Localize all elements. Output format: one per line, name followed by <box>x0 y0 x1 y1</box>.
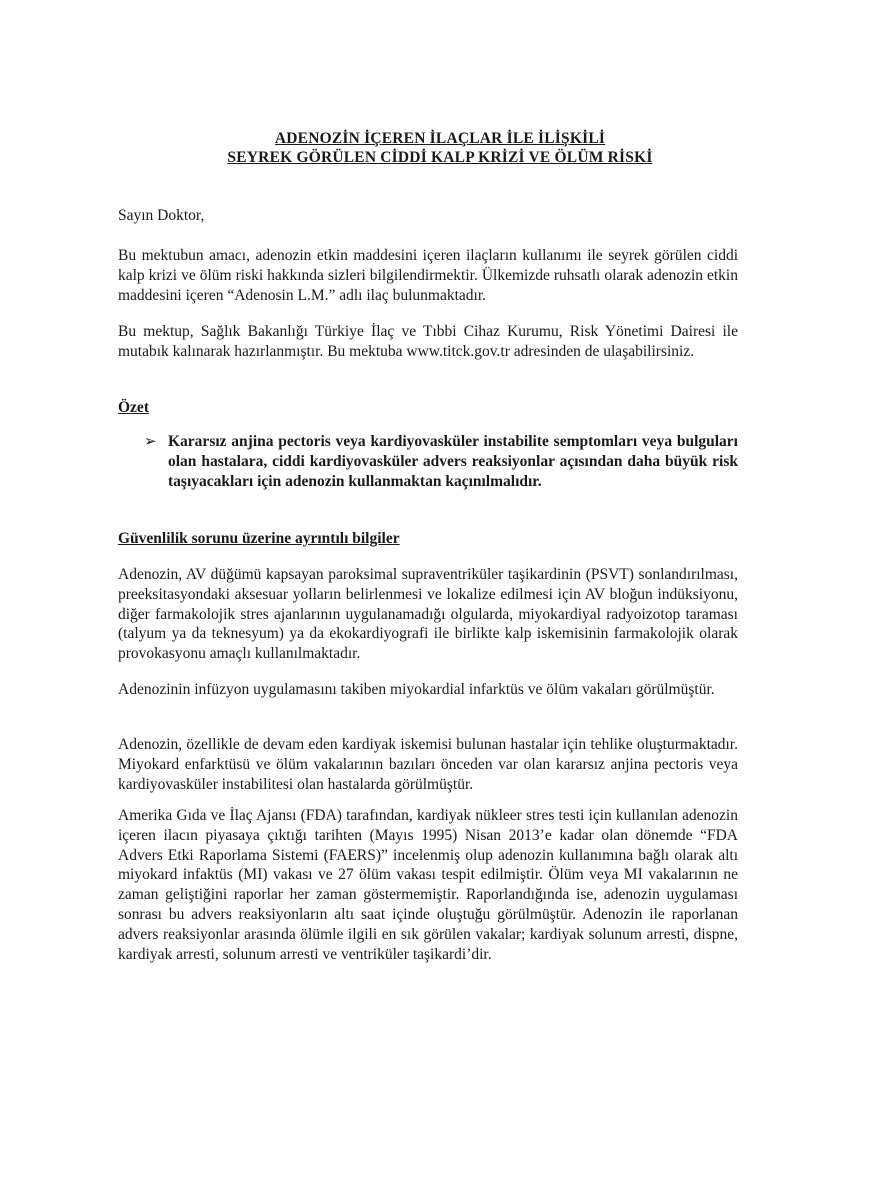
document-title-line-1: ADENOZİN İÇEREN İLAÇLAR İLE İLİŞKİLİ <box>274 130 606 147</box>
document-title-line-2: SEYREK GÖRÜLEN CİDDİ KALP KRİZİ VE ÖLÜM RİSKİ <box>227 149 653 166</box>
greeting: Sayın Doktor, <box>118 207 205 224</box>
details-heading: Güvenlilik sorunu üzerine ayrıntılı bilgiler <box>118 530 400 547</box>
details-paragraph: Adenozinin infüzyon uygulamasını takiben miyokardial infarktüs ve ölüm vakaları görülmüştür. <box>118 681 715 698</box>
summary-heading: Özet <box>118 399 149 416</box>
agreement-paragraph: Bu mektup, Sağlık Bakanlığı Türkiye İlaç ve Tıbbi Cihaz Kurumu, Risk Yönetimi Dairesi ile mutabık kalınarak hazırlanmıştır. Bu mektuba www.titck.gov.tr adresinden de ulaşabilirsiniz. <box>118 323 738 360</box>
details-paragraph: Amerika Gıda ve İlaç Ajansı (FDA) tarafından, kardiyak nükleer stres testi için kullanılan adenozin içeren ilacın piyasaya çıktığı tarihten (Mayıs 1995) Nisan 2013’e kadar olan dönemde “FDA Advers Etki Raporlama Sistemi (FAERS)” incelenmiş olup adenozin kullanımına bağlı olarak altı miyokard infaktüs (MI) vakası ve 27 ölüm vakası tespit edilmiştir. Ölüm veya MI vakalarının ne zaman geliştiğini raporlar her zaman göstermemiştir. Raporlandığında ise, adenozin uygulaması sonrası bu advers reaksiyonların altı saat içinde oluştuğu görülmüştür. Adenozin ile raporlanan advers reaksiyonlar arasında ölümle ilgili en sık görülen vakalar; kardiyak solunum arresti, dispne, kardiyak arresti, solunum arresti ve ventriküler taşikardi’dir. <box>118 807 738 963</box>
details-paragraph: Adenozin, AV düğümü kapsayan paroksimal supraventriküler taşikardinin (PSVT) sonlandırılması, preeksitasyondaki aksesuar yolların belirlenmesi ve lokalize edilmesi için AV bloğun indüksiyonu, diğer farmakolojik stres ajanlarının uygulanamadığı olgularda, miyokardiyal radyoizotop taraması (talyum ya da teknesyum) ya da ekokardiyografi ile birlikte kalp iskemisinin farmakolojik olarak provokasyonu amaçlı kullanılmaktadır. <box>118 566 738 663</box>
summary-bullet-text: Kararsız anjina pectoris veya kardiyovasküler instabilite semptomları veya bulguları olan hastalara, ciddi kardiyovasküler advers reaksiyonlar açısından daha büyük risk taşıyacakları için adenozin kullanmaktan kaçınılmalıdır. <box>168 433 738 490</box>
details-paragraph: Adenozin, özellikle de devam eden kardiyak iskemisi bulunan hastalar için tehlike oluşturmaktadır. Miyokard enfarktüsü ve ölüm vakalarının bazıları önceden var olan kararsız anjina pectoris veya kardiyovasküler instabilitesi olan hastalarda görülmüştür. <box>118 736 738 793</box>
intro-paragraph: Bu mektubun amacı, adenozin etkin maddesini içeren ilaçların kullanımı ile seyrek görülen ciddi kalp krizi ve ölüm riski hakkında sizleri bilgilendirmektir. Ülkemizde ruhsatlı olarak adenozin etkin maddesini içeren “Adenosin L.M.” adlı ilaç bulunmaktadır. <box>118 247 738 304</box>
arrow-bullet-icon: ➢ <box>144 434 157 450</box>
